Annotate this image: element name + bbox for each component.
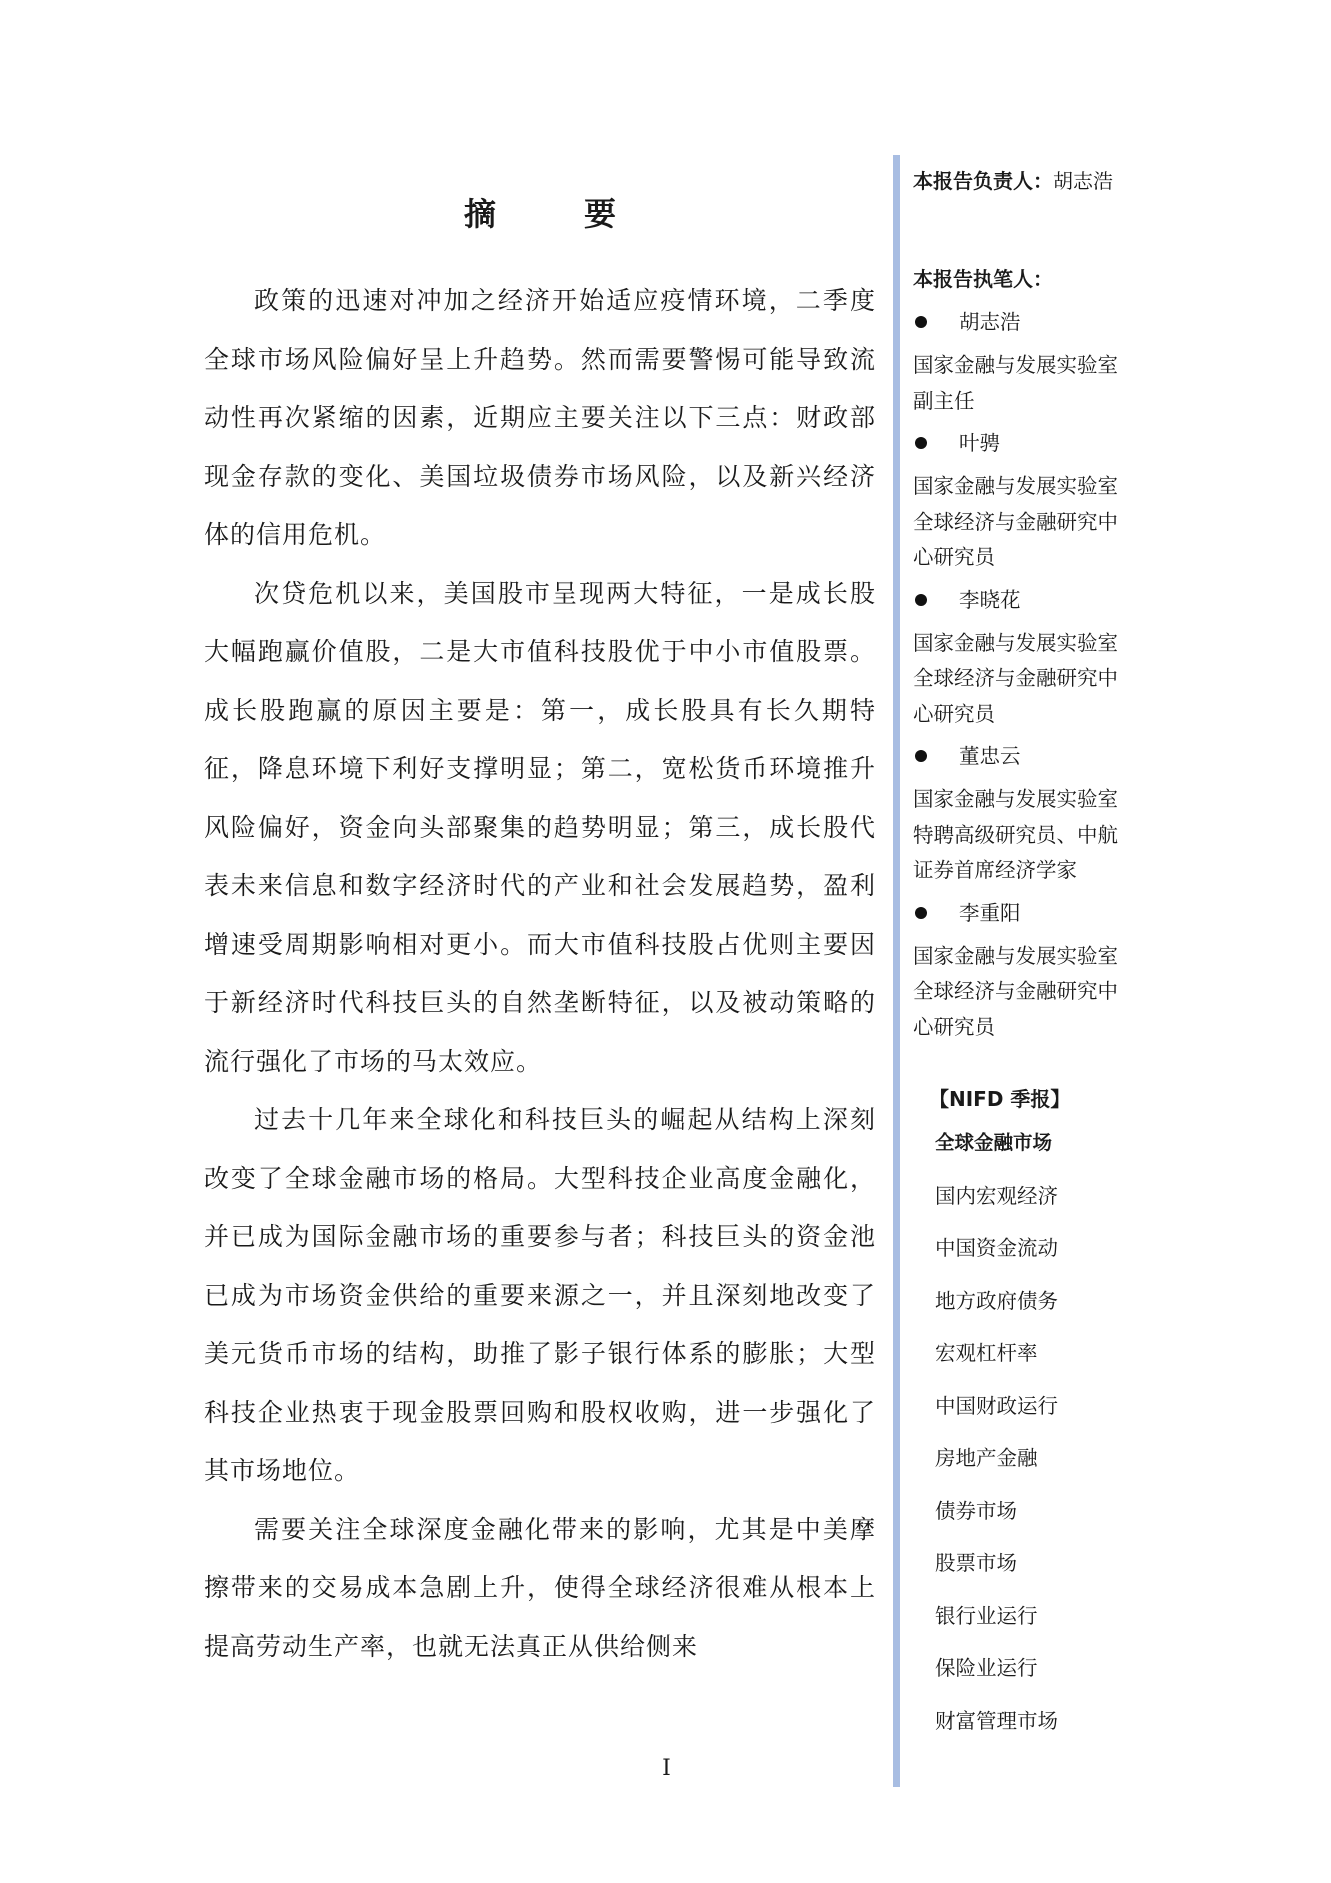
series-item-fiscal-operation[interactable]: 中国财政运行 xyxy=(935,1393,1058,1418)
series-item-domestic-macro[interactable]: 国内宏观经济 xyxy=(935,1183,1058,1208)
series-title: 【NIFD 季报】 xyxy=(929,1087,1071,1111)
series-item-wealth-management[interactable]: 财富管理市场 xyxy=(935,1708,1058,1733)
author-item xyxy=(913,425,1173,576)
series-item-local-government-debt[interactable]: 地方政府债务 xyxy=(935,1288,1058,1313)
summary-paragraph-2: 次贷危机以来，美国股市呈现两大特征，一是成长股大幅跑赢价值股，二是大市值科技股优于中小市值股票。成长股跑赢的原因主要是：第一，成长股具有长久期特征，降息环境下利好支撑明显；第二，宽松货币环境推升风险偏好，资金向头部聚集的趋势明显；第三，成长股代表未来信息和数字经济时代的产业和社会发展趋势，盈利增速受周期影响相对更小。而大市值科技股占优则主要因于新经济时代科技巨头的自然垄断特征，以及被动策略的流行强化了市场的马太效应。 xyxy=(204,578,876,1076)
summary-section xyxy=(204,188,876,1676)
report-responsible xyxy=(913,164,1173,198)
author-item xyxy=(913,304,1173,419)
sidebar-divider xyxy=(893,155,900,1787)
sidebar xyxy=(913,164,1173,1747)
author-name: 李重阳 xyxy=(959,900,1021,925)
author-list xyxy=(913,304,1173,1045)
page-number: I xyxy=(662,1756,673,1781)
series-item-macro-leverage[interactable]: 宏观杠杆率 xyxy=(935,1341,1038,1365)
author-item xyxy=(913,895,1173,1046)
bullet-icon xyxy=(915,437,927,449)
summary-paragraph-1: 政策的迅速对冲加之经济开始适应疫情环境，二季度全球市场风险偏好呈上升趋势。然而需要警惕可能导致流动性再次紧缩的因素，近期应主要关注以下三点：财政部现金存款的变化、美国垃圾债券市场风险，以及新兴经济体的信用危机。 xyxy=(204,286,876,549)
series-item-stock-market[interactable]: 股票市场 xyxy=(935,1551,1017,1575)
author-affiliation: 国家金融与发展实验室 全球经济与金融研究中 心研究员 xyxy=(913,630,1118,726)
author-name: 李晓花 xyxy=(959,587,1021,612)
author-item xyxy=(913,738,1173,889)
series-item-real-estate-finance[interactable]: 房地产金融 xyxy=(935,1446,1038,1470)
series-item-banking[interactable]: 银行业运行 xyxy=(935,1603,1038,1628)
series-item-bond-market[interactable]: 债券市场 xyxy=(935,1498,1017,1523)
bullet-icon xyxy=(915,750,927,762)
author-name: 叶骋 xyxy=(959,431,1000,455)
author-item xyxy=(913,582,1173,733)
responsible-label: 本报告负责人： xyxy=(913,169,1053,193)
bullet-icon xyxy=(915,594,927,606)
author-affiliation: 国家金融与发展实验室 全球经济与金融研究中 心研究员 xyxy=(913,943,1118,1039)
series-item-insurance[interactable]: 保险业运行 xyxy=(935,1656,1038,1680)
summary-paragraph-3: 过去十几年来全球化和科技巨头的崛起从结构上深刻改变了全球金融市场的格局。大型科技企业高度金融化，并已成为国际金融市场的重要参与者；科技巨头的资金池已成为市场资金供给的重要来源之一，并且深刻地改变了美元货币市场的结构，助推了影子银行体系的膨胀；大型科技企业热衷于现金股票回购和股权收购，进一步强化了其市场地位。 xyxy=(204,1105,876,1485)
summary-paragraph-4: 需要关注全球深度金融化带来的影响，尤其是中美摩擦带来的交易成本急剧上升，使得全球经济很难从根本上提高劳动生产率，也就无法真正从供给侧来 xyxy=(204,1514,876,1661)
summary-title: 摘 要 xyxy=(463,195,644,233)
bullet-icon xyxy=(915,907,927,919)
author-name: 董忠云 xyxy=(959,744,1021,768)
author-affiliation: 国家金融与发展实验室 特聘高级研究员、中航 证券首席经济学家 xyxy=(913,787,1118,882)
bullet-icon xyxy=(915,316,927,328)
responsible-name: 胡志浩 xyxy=(1053,169,1113,193)
series-item-capital-flow[interactable]: 中国资金流动 xyxy=(935,1236,1058,1260)
author-affiliation: 国家金融与发展实验室 副主任 xyxy=(913,353,1118,413)
series-item-global-financial-market[interactable]: 全球金融市场 xyxy=(935,1131,1053,1154)
writers-label: 本报告执笔人： xyxy=(913,267,1053,291)
author-affiliation: 国家金融与发展实验室 全球经济与金融研究中 心研究员 xyxy=(913,474,1118,569)
author-name: 胡志浩 xyxy=(959,310,1021,334)
report-series xyxy=(913,1081,1173,1747)
